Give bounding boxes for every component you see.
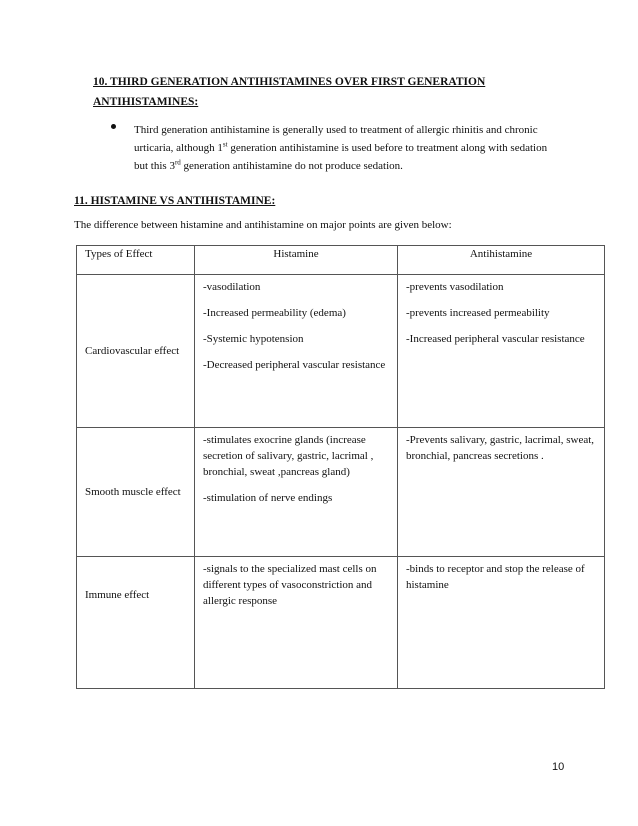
antihistamine-point: -prevents increased permeability (406, 307, 550, 319)
section-11-intro: The difference between histamine and antihistamine on major points are given below: (74, 219, 452, 231)
histamine-point: -Increased permeability (edema) (203, 307, 346, 319)
histamine-point: -stimulation of nerve endings (203, 492, 333, 504)
antihistamine-cell (398, 557, 605, 689)
antihistamine-point: -Prevents salivary, gastric, lacrimal, sweat, bronchial, pancreas secretions . (406, 434, 595, 462)
histamine-point: -Decreased peripheral vascular resistance (203, 359, 386, 371)
histamine-cell (195, 275, 398, 428)
row-type: Immune effect (77, 557, 195, 689)
table-row (77, 557, 605, 689)
antihistamine-point: -Increased peripheral vascular resistance (406, 333, 585, 345)
comparison-table (76, 245, 605, 689)
section-11-heading: 11. HISTAMINE VS ANTIHISTAMINE: (74, 195, 276, 207)
histamine-point: -vasodilation (203, 281, 261, 293)
antihistamine-cell (398, 275, 605, 428)
table-header-row (77, 246, 605, 275)
histamine-point: -Systemic hypotension (203, 333, 304, 345)
bullet-text: Third generation antihistamine is generally used to treatment of allergic rhinitis and chronic urticaria, although 1st generation antihistamine is used before to treatment along with sedation but this 3rd generation antihistamine do not produce sedation. (134, 124, 548, 172)
header-types-of-effect: Types of Effect (77, 246, 195, 275)
page-number: 10 (552, 761, 565, 773)
antihistamine-point: -binds to receptor and stop the release of histamine (406, 563, 585, 591)
antihistamine-cell (398, 428, 605, 557)
histamine-point: -signals to the specialized mast cells on different types of vasoconstriction and allergic response (203, 563, 377, 607)
row-type: Smooth muscle effect (77, 428, 195, 557)
antihistamine-point: -prevents vasodilation (406, 281, 504, 293)
bullet-icon (111, 124, 116, 129)
table-row (77, 275, 605, 428)
histamine-point: -stimulates exocrine glands (increase secretion of salivary, gastric, lacrimal , bronchial, sweat ,pancreas gland) (203, 434, 374, 478)
section-10-heading: 10. THIRD GENERATION ANTIHISTAMINES OVER FIRST GENERATION ANTIHISTAMINES: (93, 76, 486, 108)
table-row (77, 428, 605, 557)
histamine-cell (195, 557, 398, 689)
header-antihistamine: Antihistamine (398, 246, 605, 275)
header-histamine: Histamine (195, 246, 398, 275)
histamine-cell (195, 428, 398, 557)
row-type: Cardiovascular effect (77, 275, 195, 428)
